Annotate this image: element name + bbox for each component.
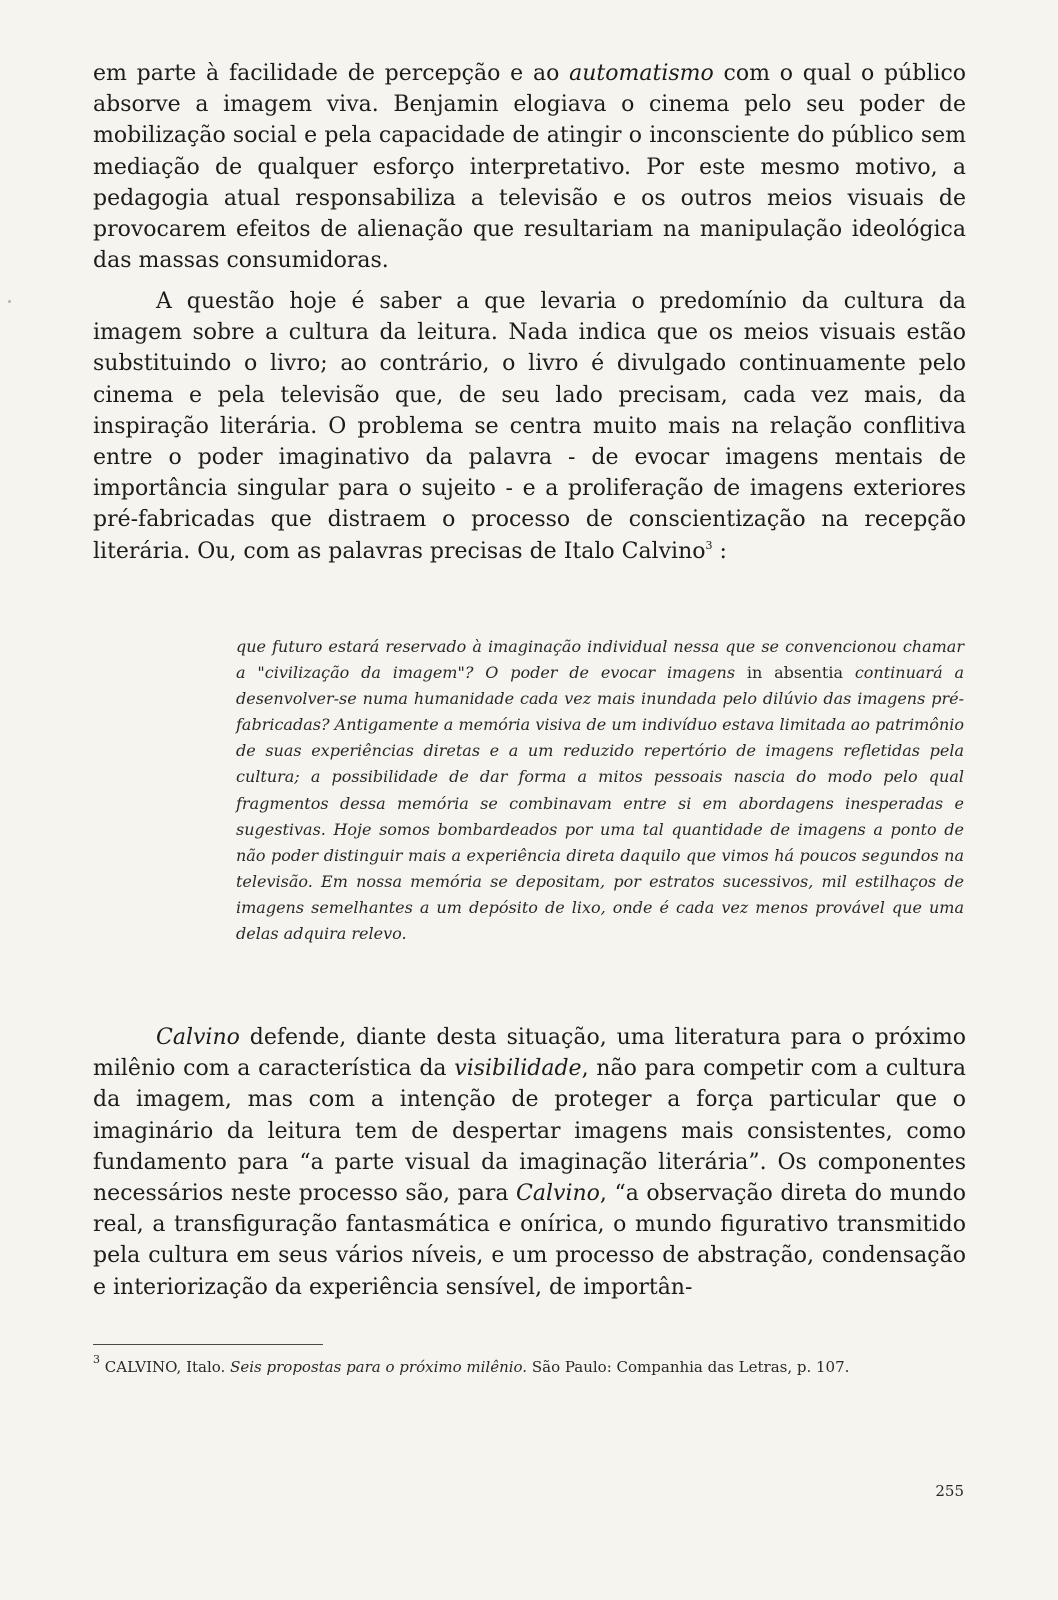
footnote-number: 3 — [93, 1353, 100, 1366]
quote-text-c: continuará a desenvolver-se numa humanidade cada vez mais inundada pelo dilúvio das imagens pré-fabricadas? Antigamente a memória visiva de um indivíduo estava limitada ao patrimônio de suas experiências diretas e a um reduzido repertório de imagens refletidas pela cultura; a possibilidade de dar forma a mitos pessoais nascia do modo pelo qual fragmentos dessa memória se combinavam entre si em abordagens inesperadas e sugestivas. Hoje somos bombardeados por uma tal quantidade de imagens a ponto de não poder distinguir mais a experiência direta daquilo que vimos há poucos segundos na televisão. Em nossa memória se depositam, por estratos sucessivos, mil estilhaços de imagens semelhantes a um depósito de lixo, onde é cada vez menos provável que uma delas adquira relevo. — [236, 663, 965, 944]
para1-emphasis: automatismo — [569, 61, 714, 86]
para3-author-name: Calvino — [156, 1025, 240, 1050]
quote-latin-term: in absentia — [746, 663, 843, 683]
para3-emphasis: visibilidade — [454, 1056, 582, 1082]
para2-text: A questão hoje é saber a que levaria o predomínio da cultura da imagem sobre a cultura da leitura. Nada indica que os meios visuais estão substituindo o livro; ao contrário, o livro é divulgado continuamente pelo cinema e pela televisão que, de seu lado precisam, cada vez mais, da inspiração literária. O problema se centra muito mais na relação conflitiva entre o poder imaginativo da palavra - de evocar imagens mentais de importância singular para o sujeito - e a proliferação de imagens exteriores pré-fabricadas que distraem o processo de conscientização na recepção literária. Ou, com as palavras precisas de Italo Calvino — [93, 289, 966, 564]
footnote-ref[interactable]: 3 — [705, 538, 713, 552]
paragraph-3 — [93, 1022, 966, 1303]
page-number: 255 — [935, 1482, 964, 1500]
paragraph-2 — [93, 286, 966, 567]
para1-text-c: com o qual o público absorve a imagem viva. Benjamin elogiava o cinema pelo seu poder de mobilização social e pela capacidade de atingir o inconsciente do público sem mediação de qualquer esforço interpretativo. Por este mesmo motivo, a pedagogia atual responsabiliza a televisão e os outros meios visuais de provocarem efeitos de alienação que resultariam na manipulação ideológica das massas consumidoras. — [93, 61, 967, 274]
footnote — [93, 1355, 966, 1379]
para2-end: : — [712, 538, 727, 564]
footnote-rule — [93, 1344, 323, 1345]
para1-text-a: em parte à facilidade de percepção e ao — [93, 61, 570, 86]
page-speck — [8, 300, 11, 303]
para3-text-d: , não para competir com a cultura da imagem, mas com a intenção de proteger a força particular que o imaginário da leitura tem de despertar imagens mais consistentes, como fundamento para “a parte visual da imaginação literária”. Os componentes necessários neste processo são, para — [93, 1056, 966, 1207]
footnote-book-title: Seis propostas para o próximo milênio. — [230, 1358, 528, 1376]
footnote-text-c: São Paulo: Companhia das Letras, p. 107. — [527, 1358, 850, 1376]
paragraph-1 — [93, 58, 966, 276]
para3-text-b: defende, diante desta situação, uma literatura para o próximo milênio com a característica da — [93, 1025, 966, 1082]
para3-author-name-2: Calvino — [516, 1181, 600, 1207]
para3-text-f: , “a observação direta do mundo real, a transfiguração fantasmática e onírica, o mundo figurativo transmitido pela cultura em seus vários níveis, e um processo de abstração, condensação e interiorização da experiência sensível, de importân- — [93, 1181, 967, 1300]
footnote-text-a: CALVINO, Italo. — [100, 1358, 231, 1376]
block-quote — [236, 634, 964, 947]
quote-text-a: que futuro estará reservado à imaginação individual nessa que se convencionou chamar a "civilização da imagem"? O poder de evocar imagens — [236, 637, 964, 683]
